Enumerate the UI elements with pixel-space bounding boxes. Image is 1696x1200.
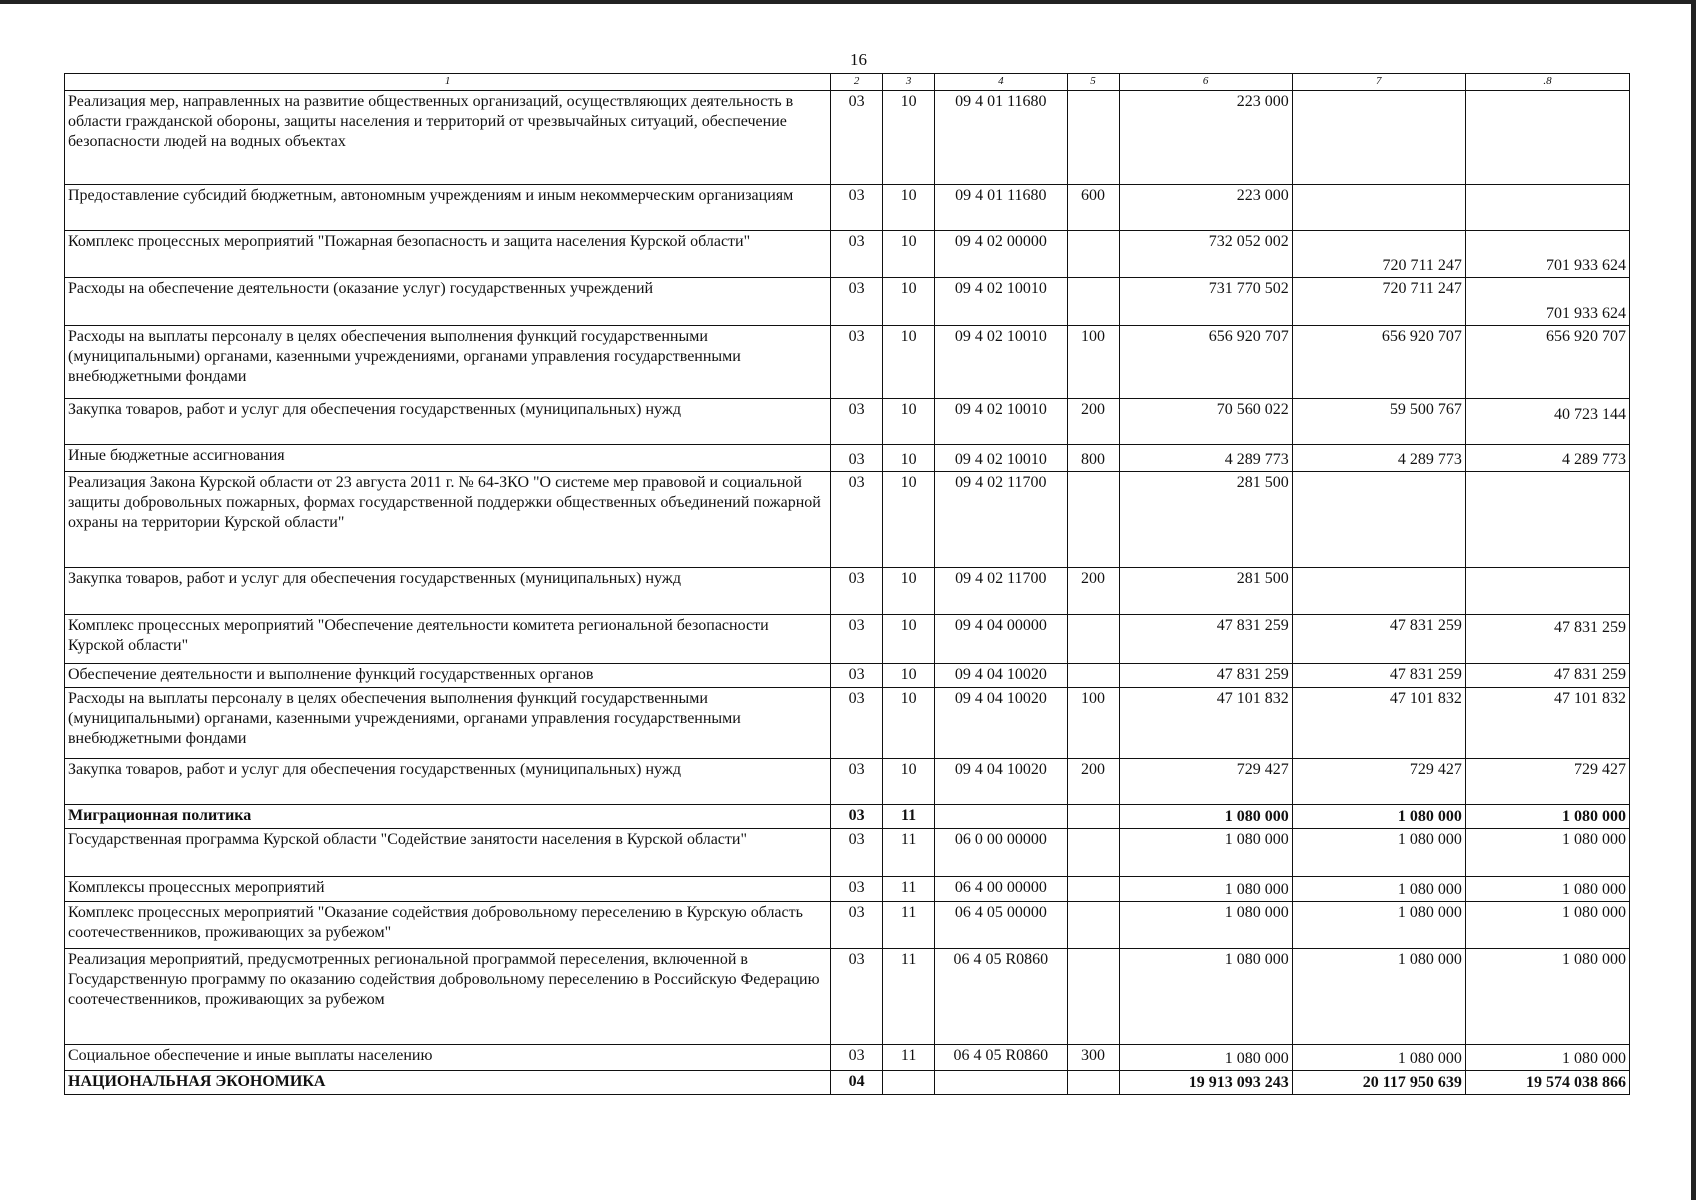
amount-col7: 59 500 767 xyxy=(1292,399,1465,445)
subsection-code: 10 xyxy=(883,231,935,278)
expense-type-code xyxy=(1067,949,1119,1045)
row-name: Предоставление субсидий бюджетным, автономным учреждениям и иным некоммерческим организациям xyxy=(65,185,831,231)
expense-type-code xyxy=(1067,91,1119,185)
amount-col6: 47 101 832 xyxy=(1119,688,1292,759)
subsection-code: 11 xyxy=(883,1045,935,1071)
amount-col8 xyxy=(1465,185,1629,231)
table-row xyxy=(65,326,1630,399)
expense-type-code xyxy=(1067,1071,1119,1095)
table-row xyxy=(65,231,1630,278)
row-name: Социальное обеспечение и иные выплаты населению xyxy=(65,1045,831,1071)
amount-col7: 1 080 000 xyxy=(1292,877,1465,902)
section-code: 03 xyxy=(831,91,883,185)
target-article-code: 09 4 02 11700 xyxy=(935,472,1067,568)
row-name: Обеспечение деятельности и выполнение функций государственных органов xyxy=(65,664,831,688)
expense-type-code xyxy=(1067,829,1119,877)
subsection-code: 11 xyxy=(883,829,935,877)
subsection-code: 10 xyxy=(883,91,935,185)
amount-col8: 4 289 773 xyxy=(1465,445,1629,472)
amount-col8: 1 080 000 xyxy=(1465,949,1629,1045)
subsection-code: 10 xyxy=(883,278,935,326)
amount-col8: 729 427 xyxy=(1465,759,1629,805)
subsection-code: 10 xyxy=(883,472,935,568)
table-row xyxy=(65,615,1630,664)
table-row xyxy=(65,829,1630,877)
amount-col8: 701 933 624 xyxy=(1465,231,1629,278)
row-name: Иные бюджетные ассигнования xyxy=(65,445,831,472)
section-code: 03 xyxy=(831,568,883,615)
amount-col6: 19 913 093 243 xyxy=(1119,1071,1292,1095)
amount-col6: 1 080 000 xyxy=(1119,949,1292,1045)
amount-col7: 47 101 832 xyxy=(1292,688,1465,759)
amount-col6: 1 080 000 xyxy=(1119,902,1292,949)
amount-col7: 720 711 247 xyxy=(1292,231,1465,278)
amount-col8: 47 831 259 xyxy=(1465,664,1629,688)
section-code: 03 xyxy=(831,902,883,949)
expense-type-code: 200 xyxy=(1067,399,1119,445)
amount-col7 xyxy=(1292,472,1465,568)
subsection-code: 10 xyxy=(883,759,935,805)
amount-col6: 1 080 000 xyxy=(1119,829,1292,877)
expense-type-code xyxy=(1067,278,1119,326)
subsection-code: 10 xyxy=(883,664,935,688)
amount-col6: 223 000 xyxy=(1119,185,1292,231)
subsection-code: 11 xyxy=(883,877,935,902)
amount-col8: 701 933 624 xyxy=(1465,278,1629,326)
subsection-code: 10 xyxy=(883,399,935,445)
row-name: Комплекс процессных мероприятий "Оказание содействия добровольному переселению в Курскую область соотечественников, проживающих за рубежом" xyxy=(65,902,831,949)
col-header: 7 xyxy=(1292,74,1465,91)
table-row xyxy=(65,949,1630,1045)
table-row xyxy=(65,877,1630,902)
row-name: НАЦИОНАЛЬНАЯ ЭКОНОМИКА xyxy=(65,1071,831,1095)
expense-type-code xyxy=(1067,615,1119,664)
amount-col7: 47 831 259 xyxy=(1292,664,1465,688)
subsection-code: 10 xyxy=(883,445,935,472)
amount-col6: 656 920 707 xyxy=(1119,326,1292,399)
expense-type-code: 200 xyxy=(1067,759,1119,805)
section-code: 03 xyxy=(831,664,883,688)
section-code: 03 xyxy=(831,445,883,472)
row-name: Расходы на выплаты персоналу в целях обеспечения выполнения функций государственными (муниципальными) органами, казенными учреждениями, органами управления государственными внебюджетными фондами xyxy=(65,688,831,759)
section-code: 03 xyxy=(831,326,883,399)
table-row xyxy=(65,91,1630,185)
row-name: Закупка товаров, работ и услуг для обеспечения государственных (муниципальных) нужд xyxy=(65,568,831,615)
amount-col7: 656 920 707 xyxy=(1292,326,1465,399)
table-row xyxy=(65,568,1630,615)
target-article-code: 09 4 02 10010 xyxy=(935,399,1067,445)
subsection-code: 10 xyxy=(883,615,935,664)
amount-col7: 1 080 000 xyxy=(1292,902,1465,949)
target-article-code: 06 4 00 00000 xyxy=(935,877,1067,902)
expense-type-code: 100 xyxy=(1067,326,1119,399)
target-article-code: 06 4 05 00000 xyxy=(935,902,1067,949)
section-code: 03 xyxy=(831,278,883,326)
section-code: 03 xyxy=(831,231,883,278)
amount-col8: 1 080 000 xyxy=(1465,877,1629,902)
amount-col7: 1 080 000 xyxy=(1292,829,1465,877)
row-name: Государственная программа Курской области "Содействие занятости населения в Курской области" xyxy=(65,829,831,877)
amount-col6: 47 831 259 xyxy=(1119,664,1292,688)
expense-type-code: 600 xyxy=(1067,185,1119,231)
amount-col6: 281 500 xyxy=(1119,568,1292,615)
row-name: Реализация мероприятий, предусмотренных региональной программой переселения, включенной в Государственную программу по оказанию содействия добровольному переселению в Российскую Федерацию соотечественников, проживающих за рубежом xyxy=(65,949,831,1045)
subsection-code: 11 xyxy=(883,805,935,829)
amount-col8: 1 080 000 xyxy=(1465,829,1629,877)
row-name: Расходы на выплаты персоналу в целях обеспечения выполнения функций государственными (муниципальными) органами, казенными учреждениями, органами управления государственными внебюджетными фондами xyxy=(65,326,831,399)
target-article-code: 06 4 05 R0860 xyxy=(935,949,1067,1045)
row-name: Комплекс процессных мероприятий "Обеспечение деятельности комитета региональной безопасности Курской области" xyxy=(65,615,831,664)
row-name: Миграционная политика xyxy=(65,805,831,829)
col-header: 1 xyxy=(65,74,831,91)
section-code: 03 xyxy=(831,877,883,902)
table-row xyxy=(65,445,1630,472)
target-article-code: 06 4 05 R0860 xyxy=(935,1045,1067,1071)
col-header: 5 xyxy=(1067,74,1119,91)
amount-col8 xyxy=(1465,91,1629,185)
amount-col6: 223 000 xyxy=(1119,91,1292,185)
amount-col8: 47 831 259 xyxy=(1465,615,1629,664)
table-row xyxy=(65,1045,1630,1071)
target-article-code: 09 4 02 10010 xyxy=(935,326,1067,399)
col-header: 2 xyxy=(831,74,883,91)
target-article-code: 09 4 01 11680 xyxy=(935,91,1067,185)
col-header: .8 xyxy=(1465,74,1629,91)
target-article-code: 06 0 00 00000 xyxy=(935,829,1067,877)
table-row xyxy=(65,399,1630,445)
section-code: 03 xyxy=(831,185,883,231)
amount-col6: 47 831 259 xyxy=(1119,615,1292,664)
scan-border-right xyxy=(1691,0,1696,1200)
row-name: Комплекс процессных мероприятий "Пожарная безопасность и защита населения Курской области" xyxy=(65,231,831,278)
target-article-code: 09 4 02 10010 xyxy=(935,278,1067,326)
expense-type-code xyxy=(1067,902,1119,949)
amount-col7: 720 711 247 xyxy=(1292,278,1465,326)
target-article-code: 09 4 04 10020 xyxy=(935,759,1067,805)
table-row xyxy=(65,1071,1630,1095)
table-row xyxy=(65,805,1630,829)
section-code: 03 xyxy=(831,472,883,568)
expense-type-code: 100 xyxy=(1067,688,1119,759)
amount-col7 xyxy=(1292,91,1465,185)
amount-col8 xyxy=(1465,472,1629,568)
budget-table xyxy=(64,73,1630,1095)
section-code: 04 xyxy=(831,1071,883,1095)
amount-col7: 4 289 773 xyxy=(1292,445,1465,472)
table-row xyxy=(65,472,1630,568)
section-code: 03 xyxy=(831,615,883,664)
table-row xyxy=(65,759,1630,805)
subsection-code: 11 xyxy=(883,902,935,949)
amount-col6: 729 427 xyxy=(1119,759,1292,805)
table-row xyxy=(65,664,1630,688)
amount-col6: 1 080 000 xyxy=(1119,805,1292,829)
expense-type-code: 800 xyxy=(1067,445,1119,472)
amount-col7: 47 831 259 xyxy=(1292,615,1465,664)
section-code: 03 xyxy=(831,949,883,1045)
amount-col6: 732 052 002 xyxy=(1119,231,1292,278)
amount-col8: 1 080 000 xyxy=(1465,805,1629,829)
amount-col7: 1 080 000 xyxy=(1292,1045,1465,1071)
amount-col7 xyxy=(1292,185,1465,231)
target-article-code: 09 4 02 00000 xyxy=(935,231,1067,278)
amount-col6: 281 500 xyxy=(1119,472,1292,568)
expense-type-code xyxy=(1067,472,1119,568)
expense-type-code xyxy=(1067,877,1119,902)
col-header: 6 xyxy=(1119,74,1292,91)
section-code: 03 xyxy=(831,399,883,445)
amount-col6: 70 560 022 xyxy=(1119,399,1292,445)
amount-col8: 40 723 144 xyxy=(1465,399,1629,445)
subsection-code: 10 xyxy=(883,568,935,615)
table-row xyxy=(65,688,1630,759)
scan-border-top xyxy=(0,0,1696,4)
subsection-code: 10 xyxy=(883,185,935,231)
section-code: 03 xyxy=(831,688,883,759)
amount-col7: 1 080 000 xyxy=(1292,949,1465,1045)
column-number-header xyxy=(65,74,1630,91)
row-name: Комплексы процессных мероприятий xyxy=(65,877,831,902)
row-name: Закупка товаров, работ и услуг для обеспечения государственных (муниципальных) нужд xyxy=(65,759,831,805)
amount-col6: 731 770 502 xyxy=(1119,278,1292,326)
amount-col7: 1 080 000 xyxy=(1292,805,1465,829)
target-article-code: 09 4 02 11700 xyxy=(935,568,1067,615)
amount-col6: 4 289 773 xyxy=(1119,445,1292,472)
subsection-code: 11 xyxy=(883,949,935,1045)
row-name: Расходы на обеспечение деятельности (оказание услуг) государственных учреждений xyxy=(65,278,831,326)
target-article-code: 09 4 02 10010 xyxy=(935,445,1067,472)
expense-type-code xyxy=(1067,805,1119,829)
amount-col7: 729 427 xyxy=(1292,759,1465,805)
amount-col7 xyxy=(1292,568,1465,615)
row-name: Реализация мер, направленных на развитие общественных организаций, осуществляющих деятельность в области гражданской обороны, защиты населения и территорий от чрезвычайных ситуаций, обеспечение безопасности людей на водных объектах xyxy=(65,91,831,185)
subsection-code: 10 xyxy=(883,688,935,759)
target-article-code: 09 4 04 10020 xyxy=(935,664,1067,688)
expense-type-code: 300 xyxy=(1067,1045,1119,1071)
target-article-code xyxy=(935,805,1067,829)
amount-col8: 47 101 832 xyxy=(1465,688,1629,759)
expense-type-code xyxy=(1067,231,1119,278)
target-article-code: 09 4 04 10020 xyxy=(935,688,1067,759)
page-number: 16 xyxy=(850,50,867,69)
expense-type-code: 200 xyxy=(1067,568,1119,615)
amount-col8: 656 920 707 xyxy=(1465,326,1629,399)
table-row xyxy=(65,278,1630,326)
expense-type-code xyxy=(1067,664,1119,688)
row-name: Реализация Закона Курской области от 23 августа 2011 г. № 64-ЗКО "О системе мер правовой и социальной защиты добровольных пожарных, формах государственной поддержки общественных объединений пожарной охраны на территории Курской области" xyxy=(65,472,831,568)
row-name: Закупка товаров, работ и услуг для обеспечения государственных (муниципальных) нужд xyxy=(65,399,831,445)
table-row xyxy=(65,185,1630,231)
amount-col8: 19 574 038 866 xyxy=(1465,1071,1629,1095)
subsection-code: 10 xyxy=(883,326,935,399)
amount-col6: 1 080 000 xyxy=(1119,1045,1292,1071)
amount-col7: 20 117 950 639 xyxy=(1292,1071,1465,1095)
target-article-code: 09 4 04 00000 xyxy=(935,615,1067,664)
subsection-code xyxy=(883,1071,935,1095)
section-code: 03 xyxy=(831,829,883,877)
amount-col8 xyxy=(1465,568,1629,615)
amount-col8: 1 080 000 xyxy=(1465,902,1629,949)
amount-col8: 1 080 000 xyxy=(1465,1045,1629,1071)
section-code: 03 xyxy=(831,1045,883,1071)
table-row xyxy=(65,902,1630,949)
section-code: 03 xyxy=(831,805,883,829)
col-header: 4 xyxy=(935,74,1067,91)
col-header: 3 xyxy=(883,74,935,91)
section-code: 03 xyxy=(831,759,883,805)
target-article-code xyxy=(935,1071,1067,1095)
target-article-code: 09 4 01 11680 xyxy=(935,185,1067,231)
amount-col6: 1 080 000 xyxy=(1119,877,1292,902)
